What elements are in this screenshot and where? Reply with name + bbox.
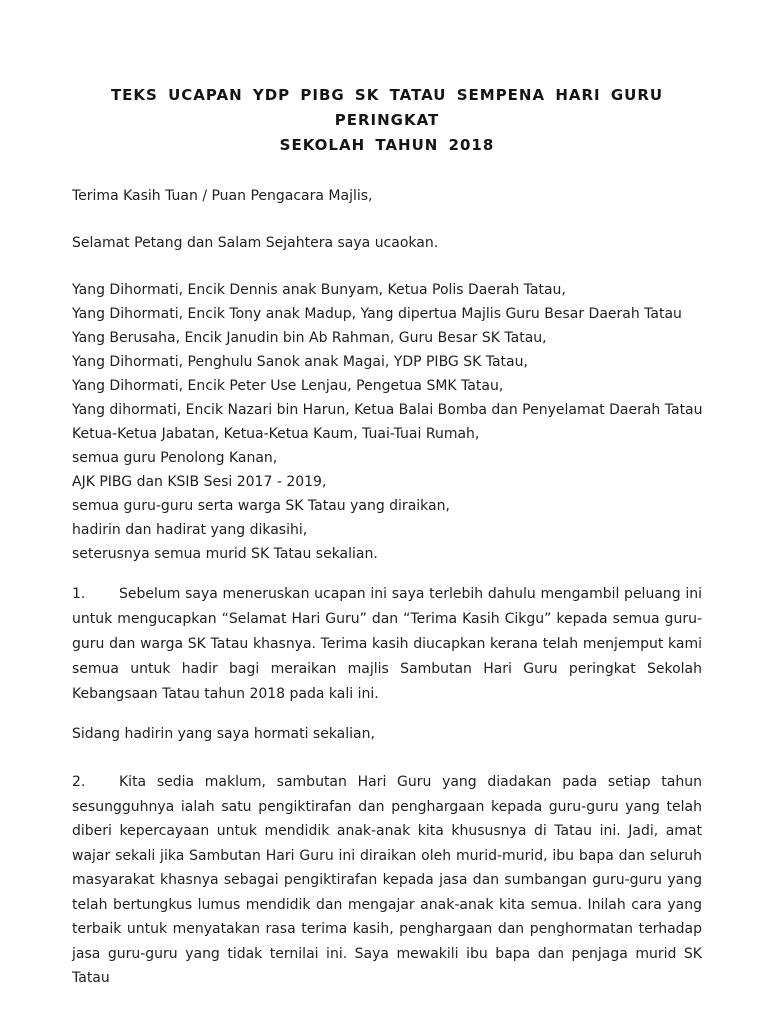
paragraph-2-number: 2. <box>72 774 86 790</box>
salutation-line-8: semua guru Penolong Kanan, <box>72 450 278 466</box>
paragraph-1 <box>72 582 702 707</box>
paragraph-1-number: 1. <box>72 586 86 602</box>
title-line-1: TEKS UCAPAN YDP PIBG SK TATAU SEMPENA HARI GURU PERINGKAT <box>110 86 664 129</box>
paragraph-1-text: Sebelum saya meneruskan ucapan ini saya terlebih dahulu mengambil peluang ini untuk mengucapkan “Selamat Hari Guru” dan “Terima Kasih Cikgu” kepada semua guru-guru dan warga SK Tatau khasnya. Terima kasih diucapkan kerana telah menjemput kami semua untuk hadir bagi meraikan majlis Sambutan Hari Guru peringkat Sekolah Kebangsaan Tatau tahun 2018 pada kali ini. <box>72 586 702 702</box>
paragraph-2-text: Kita sedia maklum, sambutan Hari Guru yang diadakan pada setiap tahun sesungguhnya ialah satu pengiktirafan dan penghargaan kepada guru-guru yang telah diberi kepercayaan untuk mendidik anak-anak kita khususnya di Tatau ini. Jadi, amat wajar sekali jika Sambutan Hari Guru ini diraikan oleh murid-murid, ibu bapa dan seluruh masyarakat khasnya sebagai pengiktirafan kepada jasa dan sumbangan guru-guru yang telah bertungkus lumus mendidik dan mengajar anak-anak kita semua. Inilah cara yang terbaik untuk menyatakan rasa terima kasih, penghargaan dan penghormatan terhadap jasa guru-guru yang tidak ternilai ini. Saya mewakili ibu bapa dan penjaga murid SK Tatau <box>72 774 702 986</box>
salutation-line-2: Yang Dihormati, Encik Tony anak Madup, Yang dipertua Majlis Guru Besar Daerah Tatau <box>72 306 682 322</box>
salutation-line-3: Yang Berusaha, Encik Janudin bin Ab Rahman, Guru Besar SK Tatau, <box>72 330 547 346</box>
salutation-list <box>72 278 702 566</box>
salutation-line-12: seterusnya semua murid SK Tatau sekalian. <box>72 546 378 562</box>
salutation-line-10: semua guru-guru serta warga SK Tatau yang diraikan, <box>72 498 450 514</box>
interlude-line: Sidang hadirin yang saya hormati sekalian, <box>72 726 375 742</box>
salutation-line-11: hadirin dan hadirat yang dikasihi, <box>72 522 308 538</box>
salutation-line-6: Yang dihormati, Encik Nazari bin Harun, Ketua Balai Bomba dan Penyelamat Daerah Tatau <box>72 402 703 418</box>
salutation-line-1: Yang Dihormati, Encik Dennis anak Bunyam, Ketua Polis Daerah Tatau, <box>72 282 566 298</box>
document-title <box>72 83 702 158</box>
salutation-line-5: Yang Dihormati, Encik Peter Use Lenjau, Pengetua SMK Tatau, <box>72 378 504 394</box>
paragraph-2 <box>72 770 702 991</box>
title-line-2: SEKOLAH TAHUN 2018 <box>279 136 495 154</box>
salutation-line-4: Yang Dihormati, Penghulu Sanok anak Magai, YDP PIBG SK Tatau, <box>72 354 528 370</box>
greeting-opening-line: Selamat Petang dan Salam Sejahtera saya ucaokan. <box>72 235 439 251</box>
greeting-emcee-line: Terima Kasih Tuan / Puan Pengacara Majlis, <box>72 188 373 204</box>
salutation-line-7: Ketua-Ketua Jabatan, Ketua-Ketua Kaum, Tuai-Tuai Rumah, <box>72 426 480 442</box>
salutation-line-9: AJK PIBG dan KSIB Sesi 2017 - 2019, <box>72 474 327 490</box>
